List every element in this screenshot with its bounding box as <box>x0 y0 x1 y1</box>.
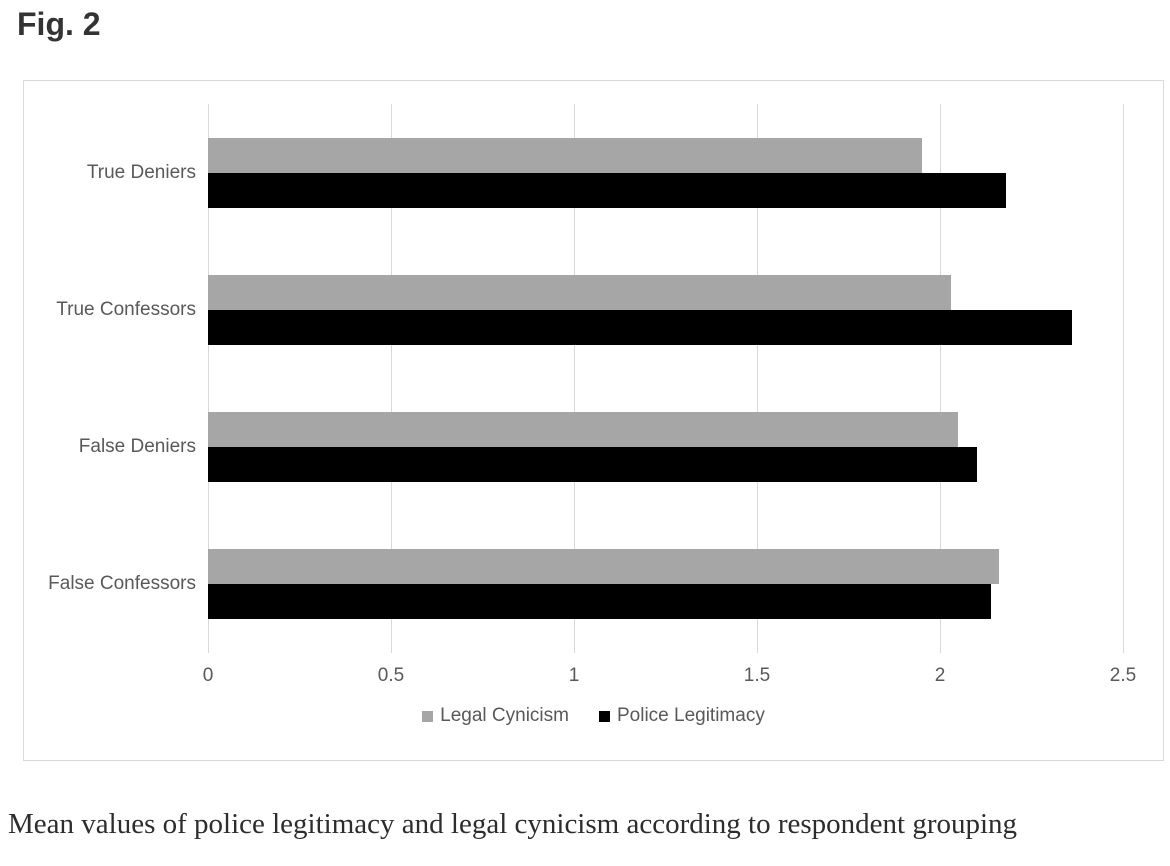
bar-police-legitimacy <box>208 310 1072 345</box>
legend <box>24 705 1163 727</box>
x-tick-label: 1 <box>568 665 580 686</box>
plot-area <box>208 104 1123 653</box>
bar-legal-cynicism <box>208 275 951 310</box>
bar-legal-cynicism <box>208 138 922 173</box>
category-label: False Deniers <box>78 436 196 458</box>
legend-label: Police Legitimacy <box>616 705 765 726</box>
gridline <box>1123 104 1124 653</box>
chart-frame <box>23 80 1164 761</box>
category-label: True Deniers <box>86 161 196 183</box>
figure-label: Fig. 2 <box>17 6 101 42</box>
category-label: True Confessors <box>56 298 196 320</box>
figure-caption: Mean values of police legitimacy and legal cynicism according to respondent grouping <box>8 808 1018 840</box>
x-tick-label: 0.5 <box>377 665 405 686</box>
bar-police-legitimacy <box>208 447 977 482</box>
legend-item-police-legitimacy <box>599 705 765 727</box>
bar-police-legitimacy <box>208 173 1006 208</box>
legend-item-legal-cynicism <box>422 705 569 727</box>
x-tick-label: 0 <box>202 665 214 686</box>
category-label: False Confessors <box>48 573 196 595</box>
legend-label: Legal Cynicism <box>440 705 569 726</box>
bar-police-legitimacy <box>208 584 991 619</box>
x-tick-label: 1.5 <box>743 665 771 686</box>
x-axis <box>202 665 1137 691</box>
legend-swatch-icon <box>422 711 433 722</box>
x-tick-label: 2 <box>934 665 946 686</box>
bar-legal-cynicism <box>208 549 999 584</box>
bar-legal-cynicism <box>208 412 958 447</box>
category-axis <box>24 104 196 653</box>
legend-swatch-icon <box>599 711 610 722</box>
x-tick-label: 2.5 <box>1109 665 1137 686</box>
